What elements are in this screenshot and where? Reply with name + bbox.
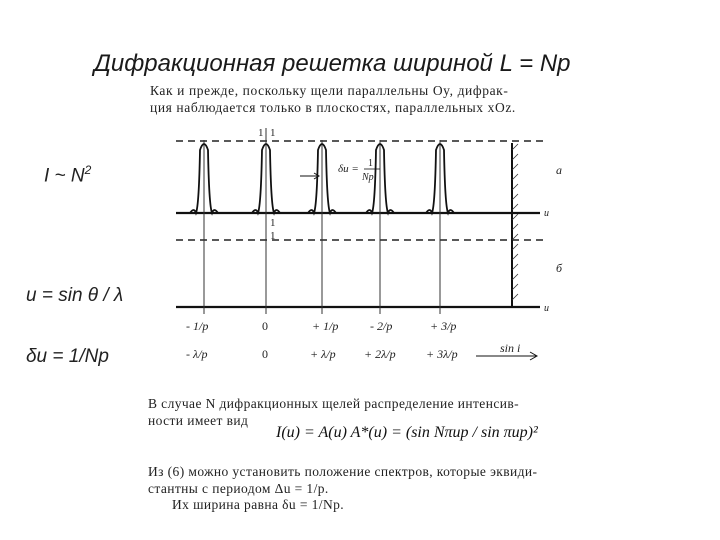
scan-text-conclusion	[148, 464, 537, 514]
intensity-equation-text: I ~ N	[44, 165, 85, 187]
scan-text-line: Как и прежде, поскольку щели параллельны Oy, дифрак-	[150, 83, 509, 98]
sin-i-label: sin i	[500, 341, 521, 355]
scan-text-line: ция наблюдается только в плоскостях, параллельных xOz.	[150, 100, 516, 115]
tick-label: 0	[262, 319, 268, 333]
tick-label: - 1/p	[186, 319, 209, 333]
peak-annotation-prefix: δu =	[338, 163, 359, 175]
peak-annotation-den: Np	[362, 172, 374, 183]
peak-level-label: 1	[270, 217, 276, 229]
axis-label-u: u	[544, 303, 549, 314]
tick-label: - λ/p	[186, 347, 208, 361]
peak-level-label: 1	[270, 230, 276, 242]
intensity-formula: I(u) = A(u) A*(u) = (sin Nπup / sin πup)²	[276, 424, 538, 441]
figure-label-b: б	[556, 261, 563, 275]
scan-text-line: ности имеет вид	[148, 412, 249, 428]
tick-label: + 2λ/p	[364, 347, 396, 361]
tick-label: + λ/p	[310, 347, 336, 361]
tick-label: + 3λ/p	[426, 347, 458, 361]
scan-text-line: В случае N дифракционных щелей распределение интенсив-	[148, 396, 520, 411]
scan-text-line: стантны с периодом Δu = 1/p.	[148, 480, 329, 496]
tick-label: + 1/p	[312, 319, 339, 333]
peak-level-label: 1	[258, 127, 264, 139]
tick-label: - 2/p	[370, 319, 393, 333]
slide-title: Дифракционная решетка шириной L = Np	[94, 50, 571, 77]
tick-label: + 3/p	[430, 319, 457, 333]
tick-label: 0	[262, 347, 268, 361]
scan-text-line: Из (6) можно установить положение спектров, которые эквиди-	[148, 464, 538, 479]
delta-u-equation: δu = 1/Np	[26, 346, 109, 367]
vertical-guides	[204, 128, 440, 314]
axis-label-u: u	[544, 208, 549, 219]
peak-annotation-num: 1	[368, 158, 373, 169]
scan-text-line: Их ширина равна δu = 1/Np.	[172, 497, 345, 512]
figure-label-a: a	[556, 163, 562, 177]
u-definition-equation: u = sin θ / λ	[26, 285, 124, 306]
intensity-exponent: 2	[84, 163, 92, 177]
peak-level-label: 1	[270, 127, 276, 139]
